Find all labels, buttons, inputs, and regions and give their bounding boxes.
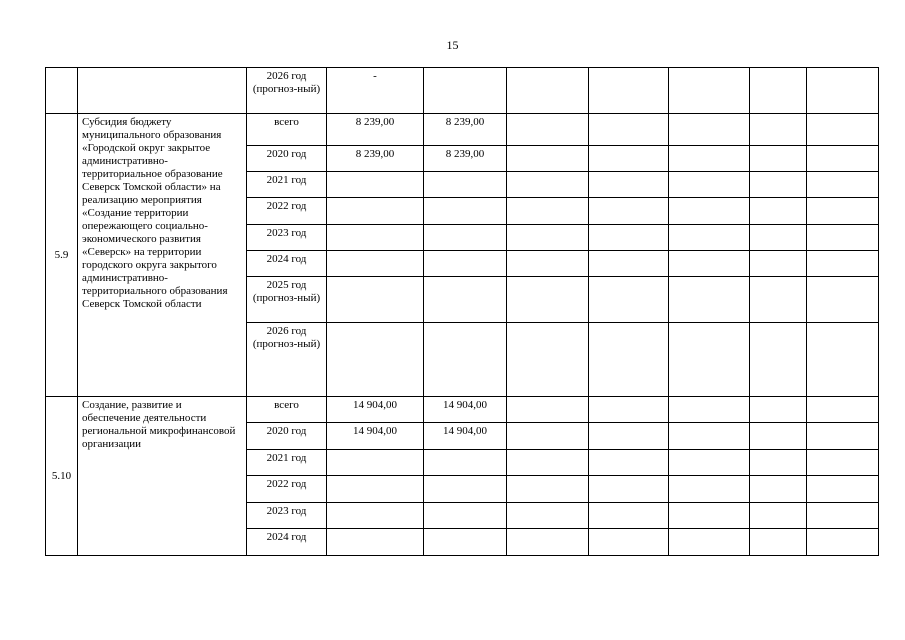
empty-cell <box>589 251 669 277</box>
empty-cell <box>750 529 807 556</box>
year-cell: 2020 год <box>247 423 327 450</box>
empty-cell <box>507 423 589 450</box>
federal-cell <box>424 323 507 397</box>
year-cell: 2023 год <box>247 225 327 251</box>
empty-cell <box>507 277 589 323</box>
federal-cell <box>424 529 507 556</box>
empty-cell <box>669 68 750 114</box>
empty-cell <box>507 251 589 277</box>
federal-cell: 8 239,00 <box>424 114 507 146</box>
total-cell <box>327 476 424 503</box>
empty-cell <box>669 323 750 397</box>
year-cell: 2021 год <box>247 172 327 198</box>
empty-cell <box>669 225 750 251</box>
empty-cell <box>507 476 589 503</box>
empty-cell <box>669 277 750 323</box>
empty-cell <box>589 423 669 450</box>
empty-cell <box>750 251 807 277</box>
empty-cell <box>807 251 879 277</box>
federal-cell: 14 904,00 <box>424 397 507 423</box>
year-cell: 2022 год <box>247 198 327 225</box>
empty-cell <box>807 476 879 503</box>
empty-cell <box>507 172 589 198</box>
row-number: 5.10 <box>46 397 78 556</box>
empty-cell <box>750 146 807 172</box>
empty-cell <box>807 503 879 529</box>
empty-cell <box>507 146 589 172</box>
empty-cell <box>750 503 807 529</box>
empty-cell <box>807 450 879 476</box>
empty-cell <box>807 146 879 172</box>
empty-cell <box>507 397 589 423</box>
empty-cell <box>669 198 750 225</box>
description-cell <box>78 68 247 114</box>
total-cell <box>327 529 424 556</box>
year-cell: 2024 год <box>247 251 327 277</box>
empty-cell <box>750 476 807 503</box>
federal-cell: 8 239,00 <box>424 146 507 172</box>
empty-cell <box>589 450 669 476</box>
empty-cell <box>507 323 589 397</box>
empty-cell <box>669 114 750 146</box>
num-cell <box>46 68 78 114</box>
total-cell: 14 904,00 <box>327 397 424 423</box>
empty-cell <box>669 503 750 529</box>
empty-cell <box>807 423 879 450</box>
year-cell: 2024 год <box>247 529 327 556</box>
federal-cell <box>424 476 507 503</box>
empty-cell <box>669 172 750 198</box>
empty-cell <box>589 172 669 198</box>
empty-cell <box>669 476 750 503</box>
year-cell: 2022 год <box>247 476 327 503</box>
empty-cell <box>589 114 669 146</box>
total-cell <box>327 503 424 529</box>
empty-cell <box>507 68 589 114</box>
empty-cell <box>669 146 750 172</box>
measure-description: Субсидия бюджету муниципального образования «Городской округ закрытое административно-территориальное образование Северск Томской области» на реализацию мероприятия «Создание территории опережающего социально-экономического развития «Северск» на территории городского округа закрытого административно-территориального образования Северск Томской области <box>78 114 247 397</box>
federal-cell <box>424 251 507 277</box>
year-cell: 2026 год (прогноз-ный) <box>247 323 327 397</box>
empty-cell <box>589 225 669 251</box>
federal-cell <box>424 225 507 251</box>
federal-cell <box>424 172 507 198</box>
total-cell: - <box>327 68 424 114</box>
total-cell: 8 239,00 <box>327 146 424 172</box>
total-cell <box>327 198 424 225</box>
total-cell <box>327 450 424 476</box>
empty-cell <box>750 397 807 423</box>
total-cell: 8 239,00 <box>327 114 424 146</box>
year-cell: 2021 год <box>247 450 327 476</box>
year-cell: всего <box>247 114 327 146</box>
empty-cell <box>589 68 669 114</box>
empty-cell <box>507 114 589 146</box>
empty-cell <box>589 277 669 323</box>
empty-cell <box>750 277 807 323</box>
total-cell <box>327 277 424 323</box>
page-number: 15 <box>446 38 459 52</box>
total-cell: 14 904,00 <box>327 423 424 450</box>
empty-cell <box>807 277 879 323</box>
year-cell: 2026 год (прогноз-ный) <box>247 68 327 114</box>
empty-cell <box>807 172 879 198</box>
empty-cell <box>750 68 807 114</box>
empty-cell <box>589 503 669 529</box>
empty-cell <box>807 225 879 251</box>
year-cell: 2020 год <box>247 146 327 172</box>
federal-cell <box>424 198 507 225</box>
empty-cell <box>669 450 750 476</box>
table-row <box>46 114 879 146</box>
empty-cell <box>750 198 807 225</box>
total-cell <box>327 323 424 397</box>
empty-cell <box>750 225 807 251</box>
empty-cell <box>807 198 879 225</box>
empty-cell <box>750 323 807 397</box>
empty-cell <box>807 529 879 556</box>
empty-cell <box>507 529 589 556</box>
empty-cell <box>589 529 669 556</box>
year-cell: 2023 год <box>247 503 327 529</box>
federal-cell <box>424 450 507 476</box>
empty-cell <box>589 476 669 503</box>
budget-table <box>45 67 879 556</box>
empty-cell <box>750 423 807 450</box>
federal-cell <box>424 277 507 323</box>
empty-cell <box>669 423 750 450</box>
total-cell <box>327 251 424 277</box>
empty-cell <box>750 172 807 198</box>
empty-cell <box>589 397 669 423</box>
empty-cell <box>589 198 669 225</box>
empty-cell <box>807 68 879 114</box>
empty-cell <box>507 503 589 529</box>
measure-description: Создание, развитие и обеспечение деятельности региональной микрофинансовой организации <box>78 397 247 556</box>
empty-cell <box>507 225 589 251</box>
total-cell <box>327 172 424 198</box>
table-row <box>46 397 879 423</box>
empty-cell <box>807 114 879 146</box>
year-cell: 2025 год (прогноз-ный) <box>247 277 327 323</box>
federal-cell <box>424 68 507 114</box>
federal-cell <box>424 503 507 529</box>
total-cell <box>327 225 424 251</box>
empty-cell <box>507 198 589 225</box>
empty-cell <box>669 529 750 556</box>
federal-cell: 14 904,00 <box>424 423 507 450</box>
empty-cell <box>750 450 807 476</box>
empty-cell <box>507 450 589 476</box>
empty-cell <box>669 397 750 423</box>
empty-cell <box>589 323 669 397</box>
row-number: 5.9 <box>46 114 78 397</box>
empty-cell <box>807 397 879 423</box>
empty-cell <box>669 251 750 277</box>
empty-cell <box>589 146 669 172</box>
empty-cell <box>750 114 807 146</box>
table-row <box>46 68 879 114</box>
empty-cell <box>807 323 879 397</box>
year-cell: всего <box>247 397 327 423</box>
